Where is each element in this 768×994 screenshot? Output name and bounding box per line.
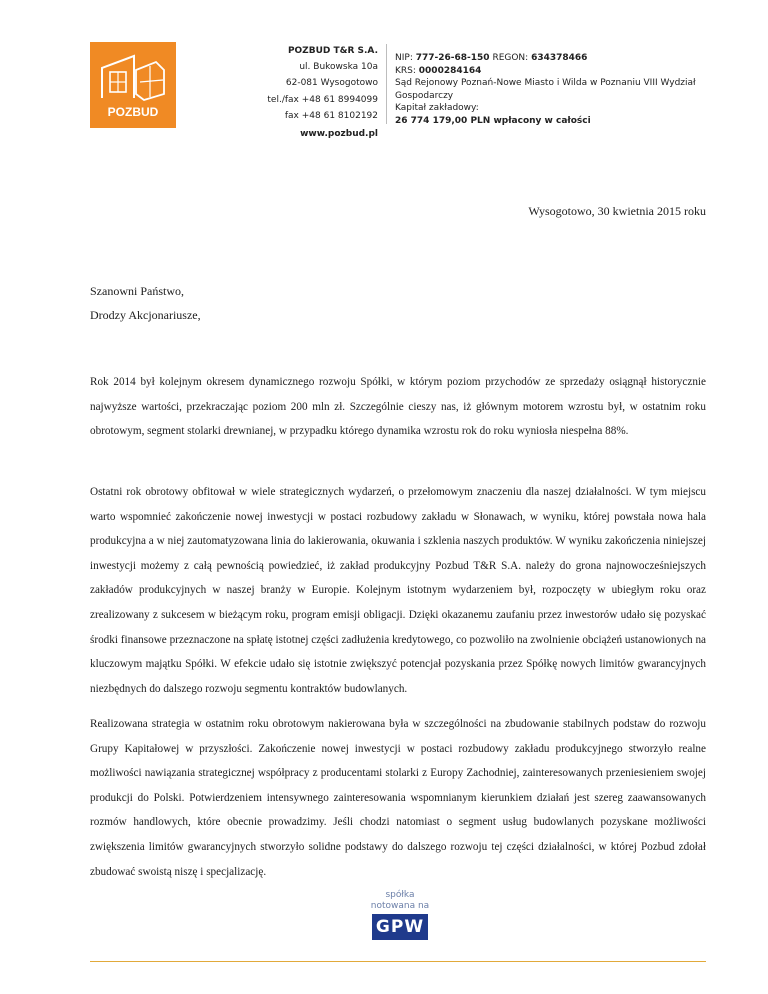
krs-value: 0000284164 bbox=[418, 65, 482, 76]
header-divider bbox=[386, 44, 387, 124]
address-street: ul. Bukowska 10a bbox=[299, 62, 378, 73]
capital-label: Kapitał zakładowy: bbox=[395, 103, 479, 114]
address-city: 62-081 Wysogotowo bbox=[285, 78, 378, 89]
capital-amount: 26 774 179,00 PLN wpłacony w całości bbox=[395, 115, 591, 126]
company-address-block bbox=[248, 43, 378, 142]
regon-value: 634378466 bbox=[531, 53, 588, 63]
greeting-line-2: Drodzy Akcjonariusze, bbox=[90, 308, 201, 322]
fax: fax +48 61 8102192 bbox=[284, 110, 378, 121]
tel-fax: tel./fax +48 61 8994099 bbox=[267, 94, 378, 105]
pozbud-logo bbox=[90, 42, 176, 128]
paragraph-1: Rok 2014 był kolejnym okresem dynamicznego rozwoju Spółki, w którym poziom przychodów ze sprzedaży osiągnął historycznie najwyższe wartości, przekraczając poziom 200 mln zł. Szczególnie cieszy nas, iż głównym motorem wzrostu był, w ostatnim roku obrotowym, segment stolarki drewnianej, w przypadku którego dynamika wzrostu rok do roku wyniosła niespełna 88%. bbox=[90, 376, 706, 438]
gpw-logo: GPW bbox=[372, 914, 428, 940]
nip-value: 777-26-68-150 bbox=[415, 53, 490, 63]
window-house-icon bbox=[90, 42, 176, 128]
logo-text: POZBUD bbox=[107, 105, 159, 119]
nip-label: NIP: bbox=[395, 53, 413, 63]
greeting-line-1: Szanowni Państwo, bbox=[90, 284, 184, 298]
krs-label: KRS: bbox=[395, 65, 416, 76]
gpw-badge-line-2: notowana na bbox=[370, 901, 430, 911]
paragraph-2: Ostatni rok obrotowy obfitował w wiele strategicznych wydarzeń, o przełomowym znaczeniu dla naszej działalności. W tym miejscu warto wspomnieć zakończenie nowej inwestycji w postaci rozbudowy zakładu w Słonawach, w wyniku, której powstała nowa hala produkcyjna a w niej zautomatyzowana linia do lakierowania, okuwania i szklenia naszych produktów. W wyniku zakończenia niniejszej inwestycji możemy z całą pewnością powiedzieć, iż zakład produkcyjny Pozbud T&R S.A. należy do grona najnowocześniejszych zakładów produkcyjnych w naszej branży w Europie. Kolejnym istotnym wydarzeniem był, rozpoczęty w ubiegłym roku oraz zrealizowany z sukcesem w bieżącym roku, program emisji obligacji. Dzięki okazanemu zaufaniu przez inwestorów udało się pozyskać środki finansowe przeznaczone na spłatę istotnej części zadłużenia kredytowego, co pozwoliło na zwolnienie obciążeń ustanowionych na kluczowym majątku Spółki. W efekcie udało się istotnie zwiększyć potencjał pozyskania przez Spółkę nowych limitów gwarancyjnych niezbędnych do dalszego rozwoju segmentu kontraktów budowlanych. bbox=[90, 486, 706, 695]
krs-line bbox=[395, 65, 725, 78]
letter-date: Wysogotowo, 30 kwietnia 2015 roku bbox=[528, 204, 706, 218]
regon-label: REGON: bbox=[492, 53, 529, 63]
website-link[interactable]: www.pozbud.pl bbox=[300, 129, 378, 140]
court-line: Sąd Rejonowy Poznań-Nowe Miasto i Wilda w Poznaniu VIII Wydział Gospodarczy bbox=[395, 78, 696, 101]
gpw-badge-line-1: spółka bbox=[385, 890, 415, 900]
gpw-badge bbox=[366, 890, 434, 940]
nip-regon-line bbox=[395, 52, 725, 65]
capital-value bbox=[395, 115, 725, 128]
paragraph-3: Realizowana strategia w ostatnim roku obrotowym nakierowana była w szczególności na zbudowanie stabilnych podstaw do rozwoju Grupy Kapitałowej w przyszłości. Zakończenie nowej inwestycji w postaci rozbudowy zakładu produkcyjnego stworzyło realne możliwości nawiązania strategicznej współpracy z producentami stolarki z Europy Zachodniej, zainteresowanych przeniesieniem swojej produkcji do Polski. Potwierdzeniem intensywnego zainteresowania wspomnianym kierunkiem działań jest szereg zaawansowanych rozmów handlowych, które obecnie prowadzimy. Jeśli chodzi natomiast o segment usług budowlanych pozyskane możliwości zwiększenia limitów gwarancyjnych stworzyło solidne podstawy do dalszego rozwoju tej części działalności, w której Pozbud zdołał zbudować swoistą niszę i specjalizację. bbox=[90, 718, 706, 878]
footer-divider bbox=[90, 961, 706, 962]
company-name: POZBUD T&R S.A. bbox=[287, 46, 378, 56]
registration-block bbox=[395, 52, 725, 128]
